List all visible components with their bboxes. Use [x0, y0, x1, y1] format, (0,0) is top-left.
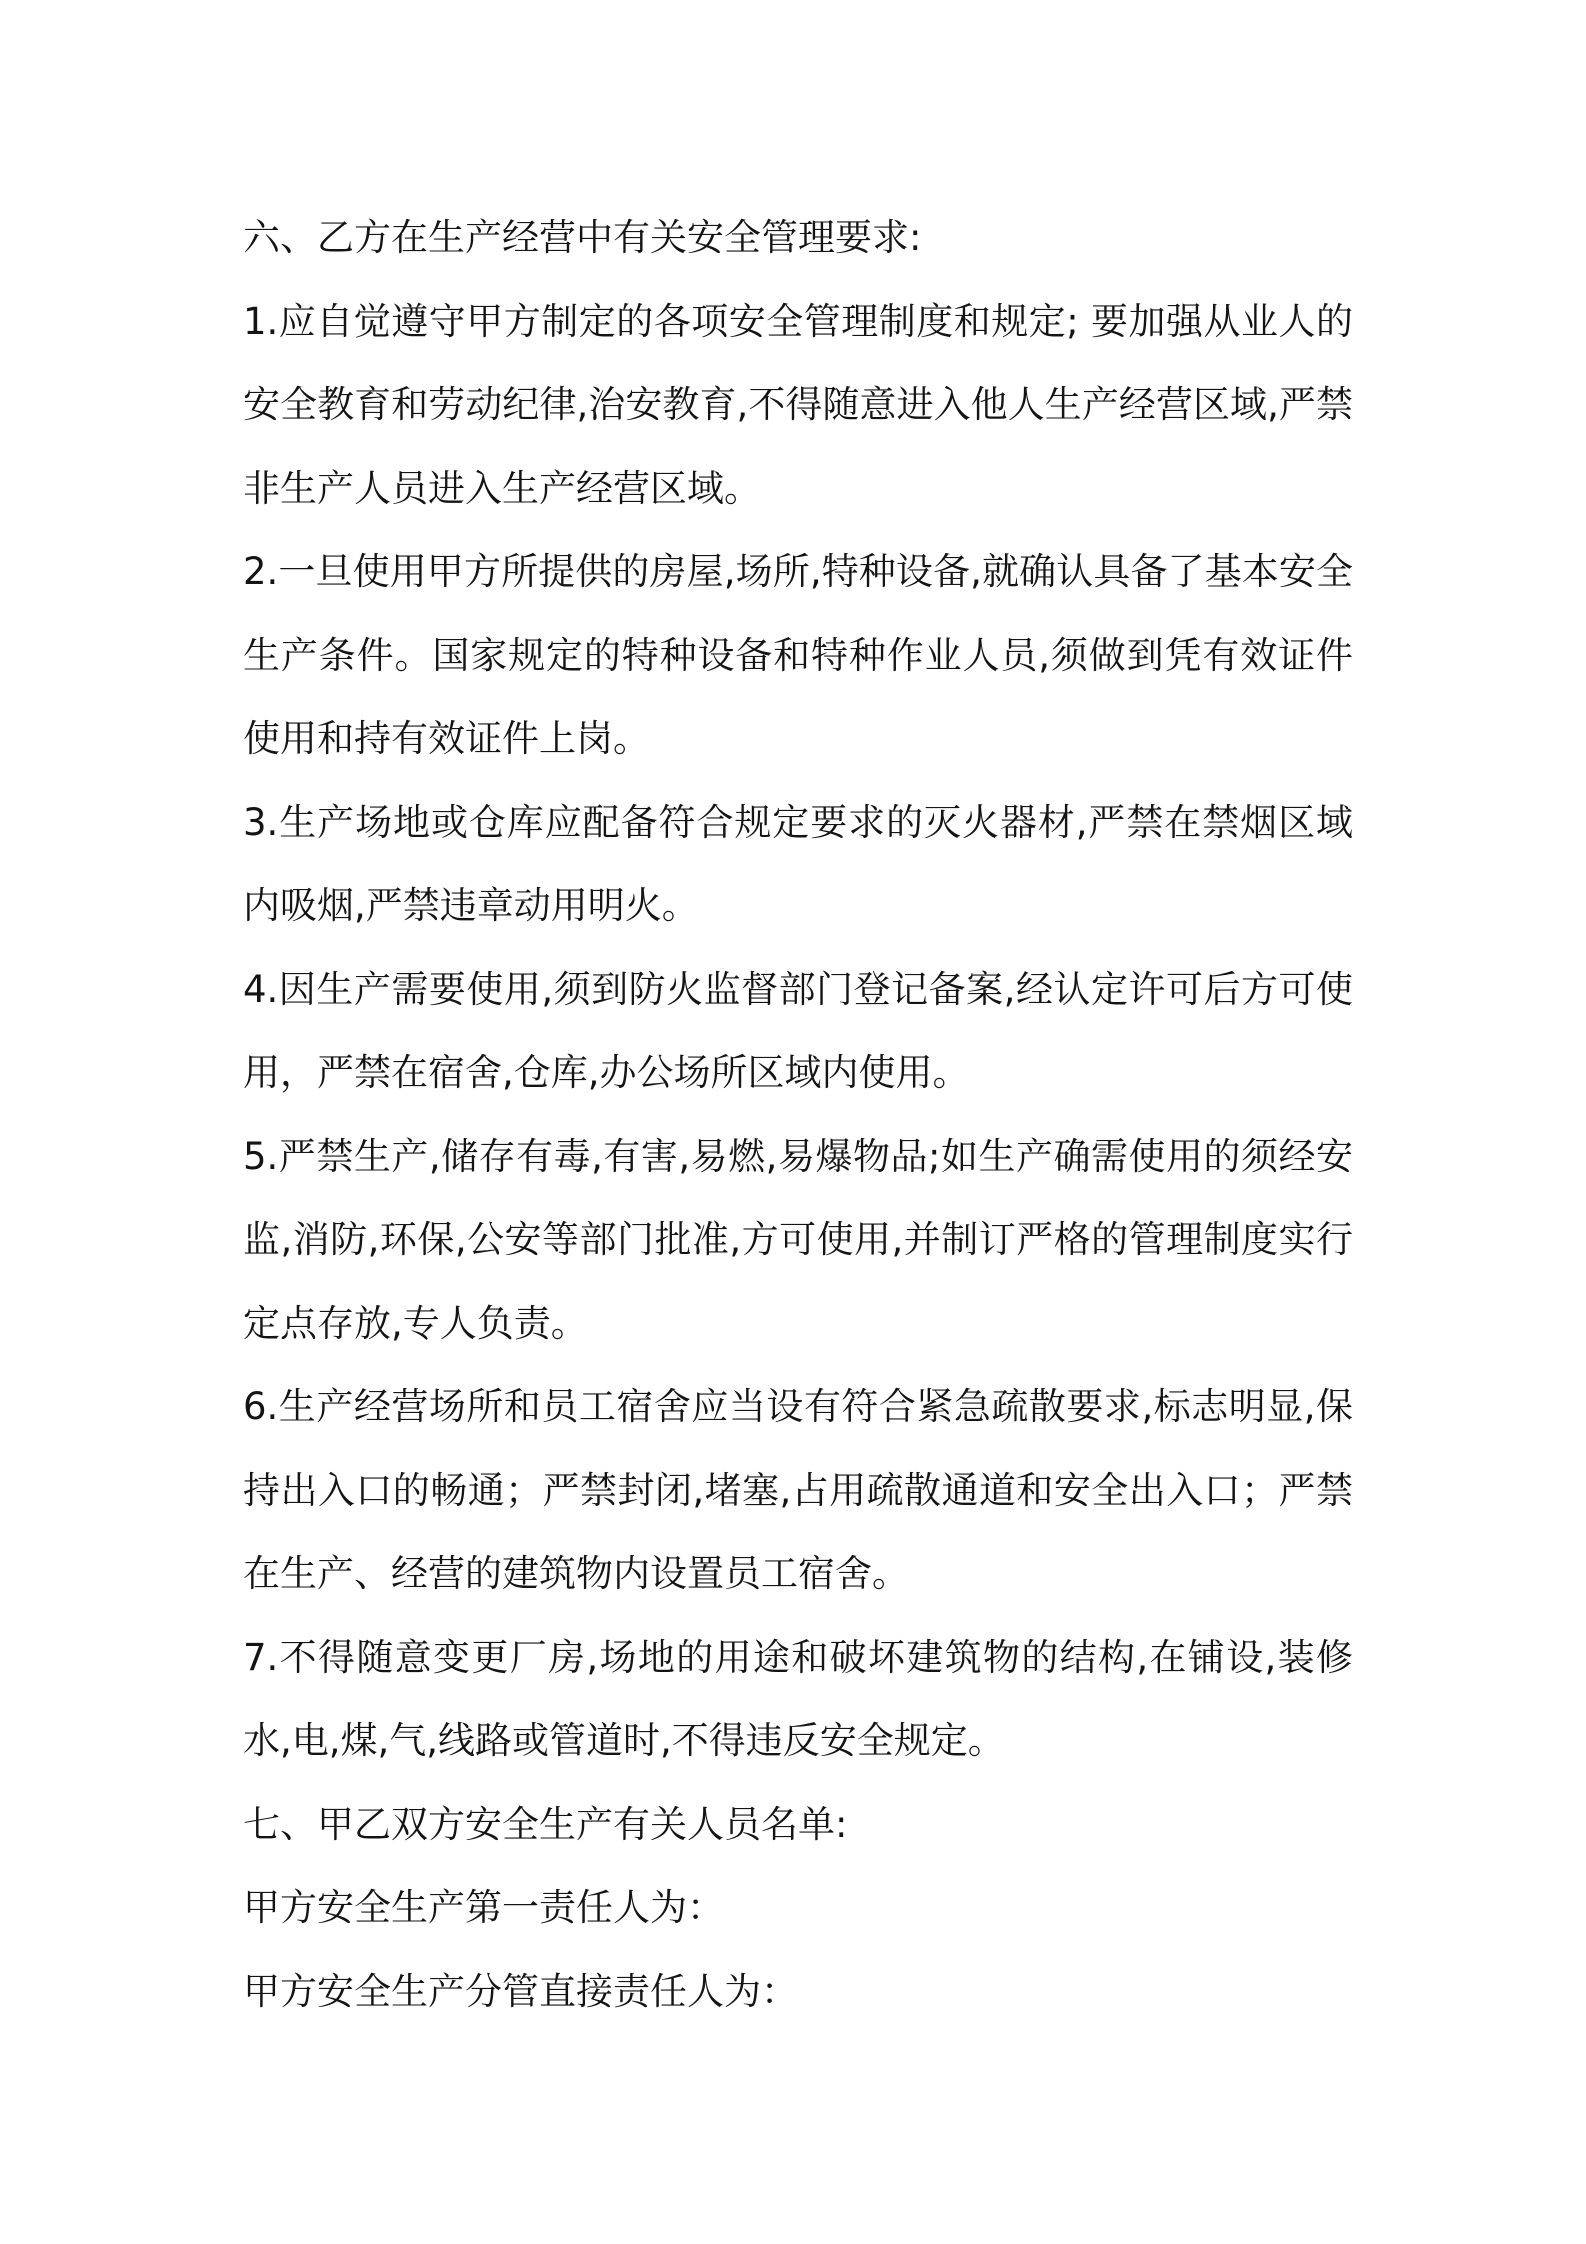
- clause-5: 5.严禁生产,储存有毒,有害,易燃,易爆物品;如生产确需使用的须经安监,消防,环保,公安等部门批准,方可使用,并制订严格的管理制度实行定点存放,专人负责。: [243, 1134, 1353, 1345]
- section-six-heading: 六、乙方在生产经营中有关安全管理要求:: [243, 216, 922, 259]
- party-a-direct-responsible-line: 甲方安全生产分管直接责任人为：: [243, 1969, 798, 2013]
- document-body: [243, 196, 1353, 2033]
- clause-6: 6.生产经营场所和员工宿舍应当设有符合紧急疏散要求,标志明显,保持出入口的畅通；严禁封闭,堵塞,占用疏散通道和安全出入口；严禁在生产、经营的建筑物内设置员工宿舍。: [243, 1385, 1353, 1595]
- clause-4: 4.因生产需要使用,须到防火监督部门登记备案,经认定许可后方可使用，严禁在宿舍,仓库,办公场所区域内使用。: [243, 967, 1353, 1094]
- clause-3: 3.生产场地或仓库应配备符合规定要求的灭火器材,严禁在禁烟区域内吸烟,严禁违章动用明火。: [243, 800, 1353, 927]
- clause-7: 7.不得随意变更厂房,场地的用途和破坏建筑物的结构,在铺设,装修水,电,煤,气,线路或管道时,不得违反安全规定。: [243, 1635, 1353, 1762]
- party-a-first-responsible-line: 甲方安全生产第一责任人为：: [243, 1886, 724, 1929]
- section-seven-heading: 七、甲乙双方安全生产有关人员名单:: [243, 1802, 848, 1846]
- clause-2: 2.一旦使用甲方所提供的房屋,场所,特种设备,就确认具备了基本安全生产条件。国家规定的特种设备和特种作业人员,须做到凭有效证件使用和持有效证件上岗。: [243, 550, 1353, 760]
- clause-1: 1.应自觉遵守甲方制定的各项安全管理制度和规定; 要加强从业人的安全教育和劳动纪律,治安教育,不得随意进入他人生产经营区域,严禁非生产人员进入生产经营区域。: [243, 299, 1353, 510]
